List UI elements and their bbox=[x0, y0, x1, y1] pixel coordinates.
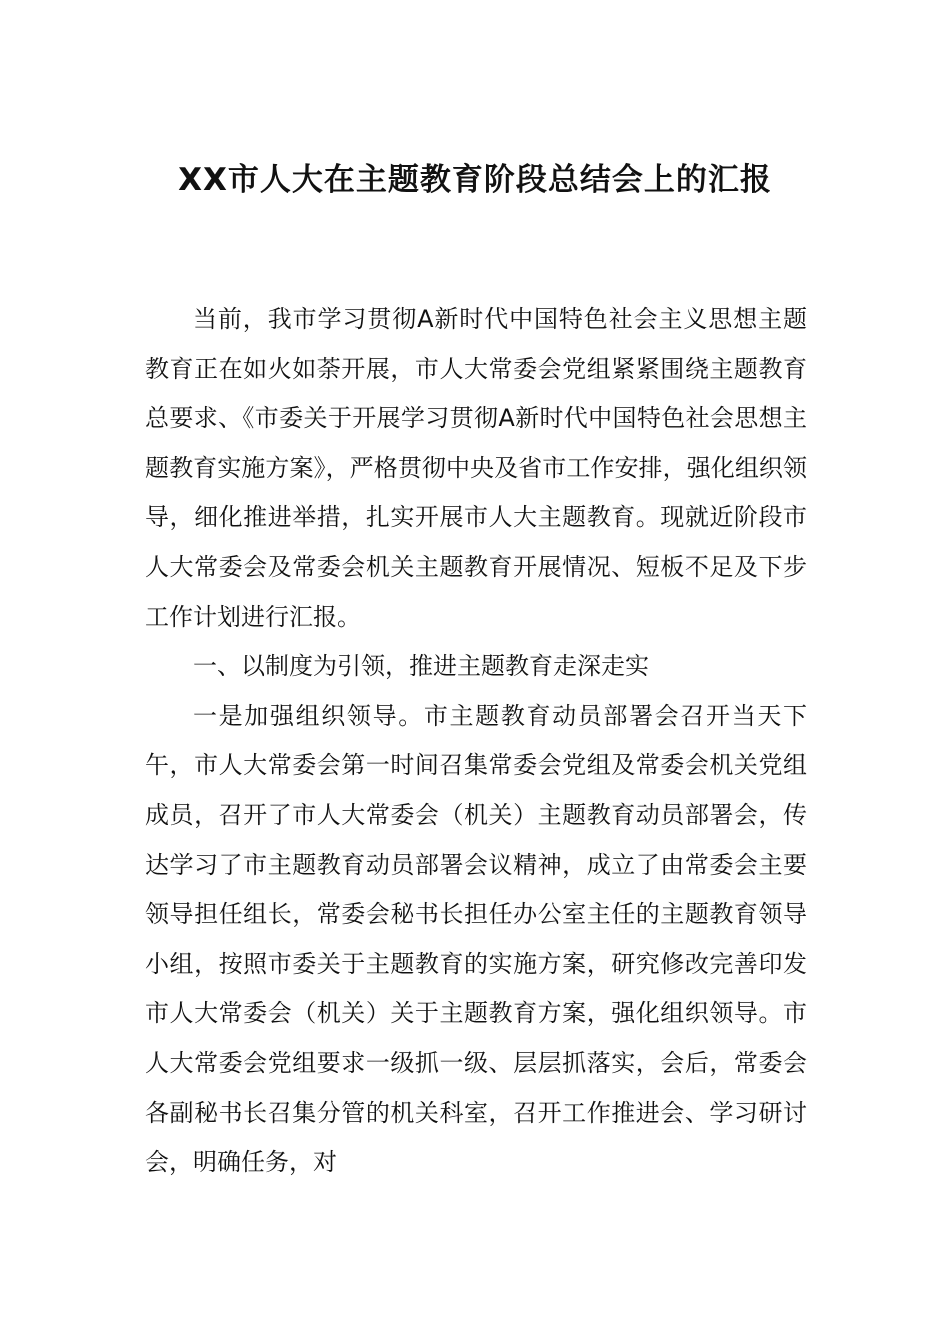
document-body bbox=[145, 295, 807, 1188]
intro-paragraph: 当前，我市学习贯彻A新时代中国特色社会主义思想主题教育正在如火如荼开展，市人大常委会党组紧紧围绕主题教育总要求、《市委关于开展学习贯彻A新时代中国特色社会思想主题教育实施方案》，严格贯彻中央及省市工作安排，强化组织领导，细化推进举措，扎实开展市人大主题教育。现就近阶段市人大常委会及常委会机关主题教育开展情况、短板不足及下步工作计划进行汇报。 bbox=[145, 305, 807, 631]
document-title: XX市人大在主题教育阶段总结会上的汇报 bbox=[178, 162, 772, 198]
section-heading-1: 一、以制度为引领，推进主题教育走深走实 bbox=[193, 652, 649, 681]
body-paragraph: 一是加强组织领导。市主题教育动员部署会召开当天下午，市人大常委会第一时间召集常委会党组及常委会机关党组成员，召开了市人大常委会（机关）主题教育动员部署会，传达学习了市主题教育动员部署会议精神，成立了由常委会主要领导担任组长，常委会秘书长担任办公室主任的主题教育领导小组，按照市委关于主题教育的实施方案，研究修改完善印发市人大常委会（机关）关于主题教育方案，强化组织领导。市人大常委会党组要求一级抓一级、层层抓落实，会后，常委会各副秘书长召集分管的机关科室，召开工作推进会、学习研讨会，明确任务，对 bbox=[145, 701, 807, 1177]
